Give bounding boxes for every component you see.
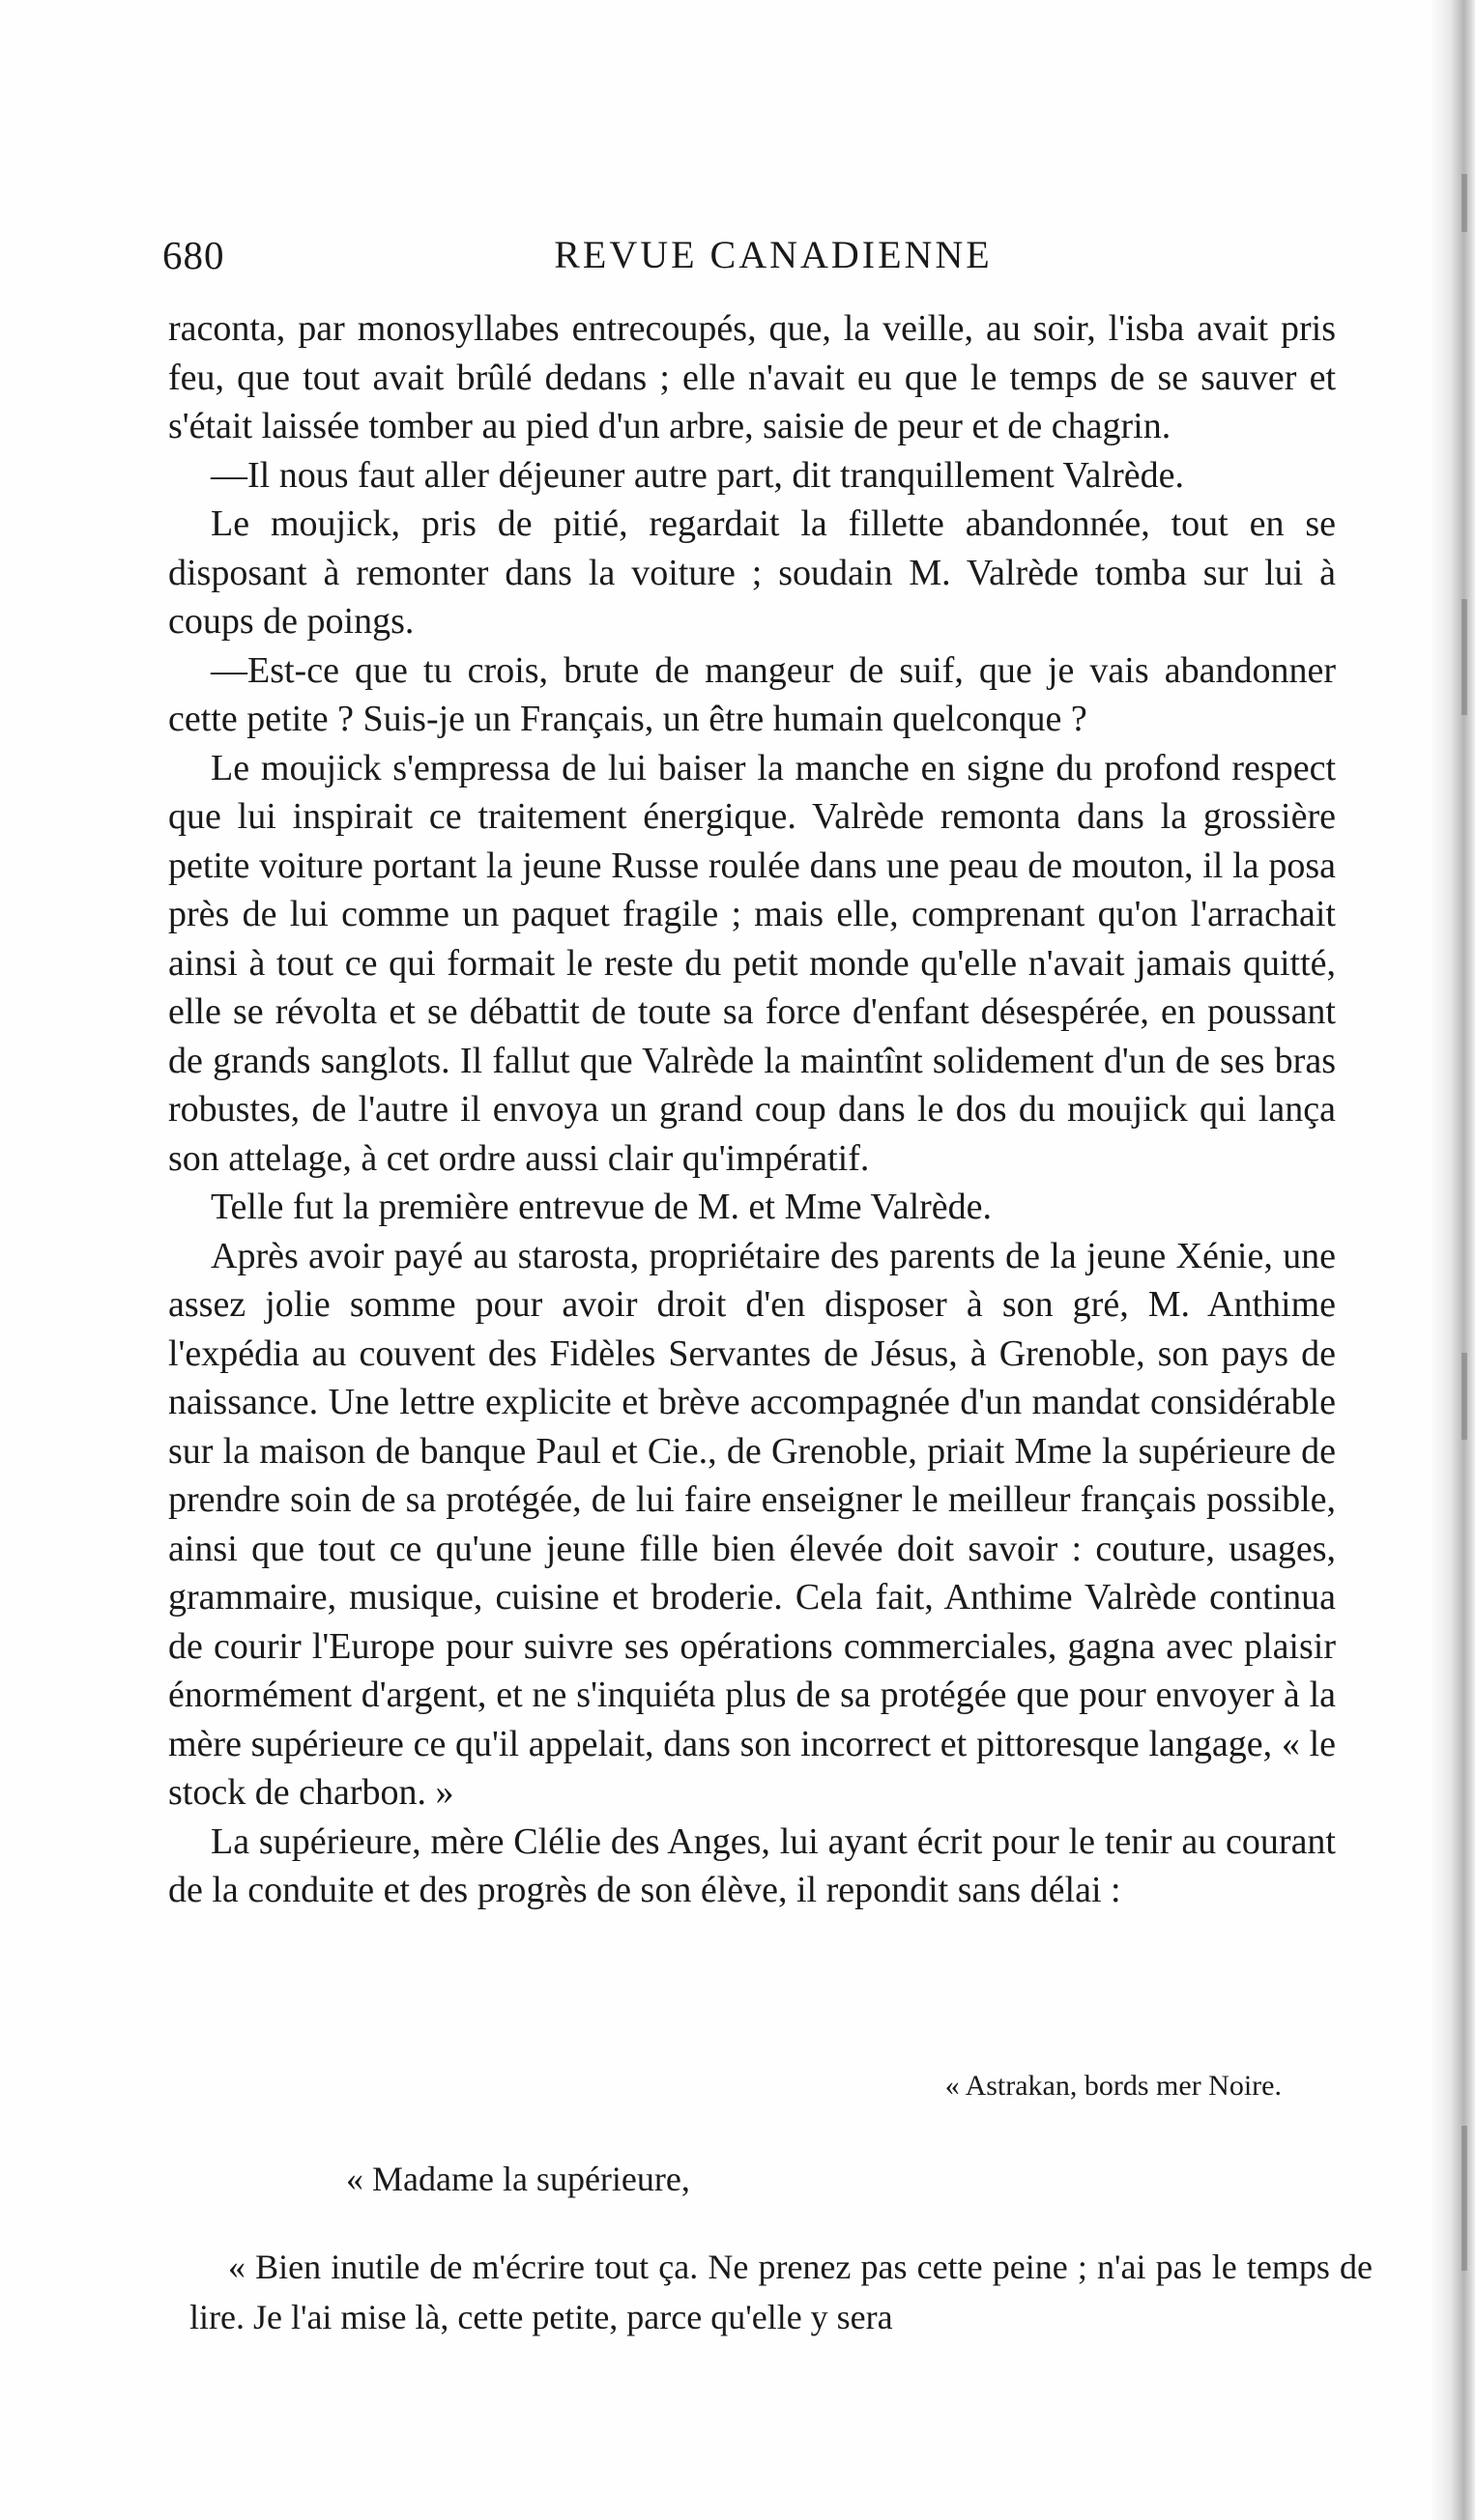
- letter-salutation: « Madame la supérieure,: [346, 2160, 690, 2198]
- edge-speck: [1461, 1353, 1467, 1440]
- paragraph: Le moujick, pris de pitié, regardait la fillette abandonnée, tout en se disposant à remonter dans la voiture ; soudain M. Valrède tomba sur lui à coups de poings.: [168, 503, 1336, 642]
- running-title: REVUE CANADIENNE: [554, 233, 993, 276]
- paragraph: Le moujick s'empressa de lui baiser la manche en signe du profond respect que lui inspirait ce traitement énergique. Valrède remonta dans la grossière petite voiture portant la jeune Russe roulée dans une peau de mouton, il la posa près de lui comme un paquet fragile ; mais elle, comprenant qu'on l'arrachait ainsi à tout ce qui formait le reste du petit monde qu'elle n'avait jamais quitté, elle se révolta et se débattit de toute sa force d'enfant désespérée, en poussant de grands sanglots. Il fallut que Valrède la maintînt solidement d'un de ses bras robustes, de l'autre il envoya un grand coup dans le dos du moujick qui lança son attelage, à cet ordre aussi clair qu'impératif.: [168, 747, 1336, 1179]
- edge-speck: [1461, 2126, 1467, 2271]
- letter-location: « Astrakan, bords mer Noire.: [944, 2070, 1282, 2102]
- edge-speck: [1461, 174, 1467, 232]
- paragraph: Après avoir payé au starosta, propriétaire des parents de la jeune Xénie, une assez jolie somme pour avoir droit d'en disposer à son gré, M. Anthime l'expédia au couvent des Fidèles Servantes de Jésus, à Grenoble, son pays de naissance. Une lettre explicite et brève accompagnée d'un mandat considérable sur la maison de banque Paul et Cie., de Grenoble, priait Mme la supérieure de prendre soin de sa protégée, de lui faire enseigner le meilleur français possible, ainsi que tout ce qu'une jeune fille bien élevée doit savoir : couture, usages, grammaire, musique, cuisine et broderie. Cela fait, Anthime Valrède continua de courir l'Europe pour suivre ses opérations commerciales, gagna avec plaisir énormément d'argent, et ne s'inquiéta plus de sa protégée que pour envoyer à la mère supérieure ce qu'il appelait, dans son incorrect et pittoresque langage, « le stock de charbon. »: [168, 1235, 1336, 1813]
- letter-body: [189, 2242, 1373, 2342]
- edge-speck: [1461, 599, 1467, 715]
- body-text: [168, 304, 1336, 1915]
- paragraph: —Est-ce que tu crois, brute de mangeur de suif, que je vais abandonner cette petite ? Suis-je un Français, un être humain quelconque ?: [168, 649, 1336, 739]
- page-edge-shadow: [1431, 0, 1475, 2520]
- paragraph: —Il nous faut aller déjeuner autre part, dit tranquillement Valrède.: [211, 454, 1184, 496]
- paragraph: raconta, par monosyllabes entrecoupés, que, la veille, au soir, l'isba avait pris feu, que tout avait brûlé dedans ; elle n'avait eu que le temps de se sauver et s'était laissée tomber au pied d'un arbre, saisie de peur et de chagrin.: [168, 308, 1336, 446]
- letter-paragraph: « Bien inutile de m'écrire tout ça. Ne prenez pas cette peine ; n'ai pas le temps de lire. Je l'ai mise là, cette petite, parce qu'elle y sera: [189, 2248, 1373, 2336]
- page-number: 680: [162, 233, 225, 277]
- paragraph: Telle fut la première entrevue de M. et Mme Valrède.: [211, 1187, 993, 1227]
- page-header: [162, 232, 1345, 290]
- paragraph: La supérieure, mère Clélie des Anges, lui ayant écrit pour le tenir au courant de la conduite et des progrès de son élève, il repondit sans délai :: [168, 1820, 1336, 1910]
